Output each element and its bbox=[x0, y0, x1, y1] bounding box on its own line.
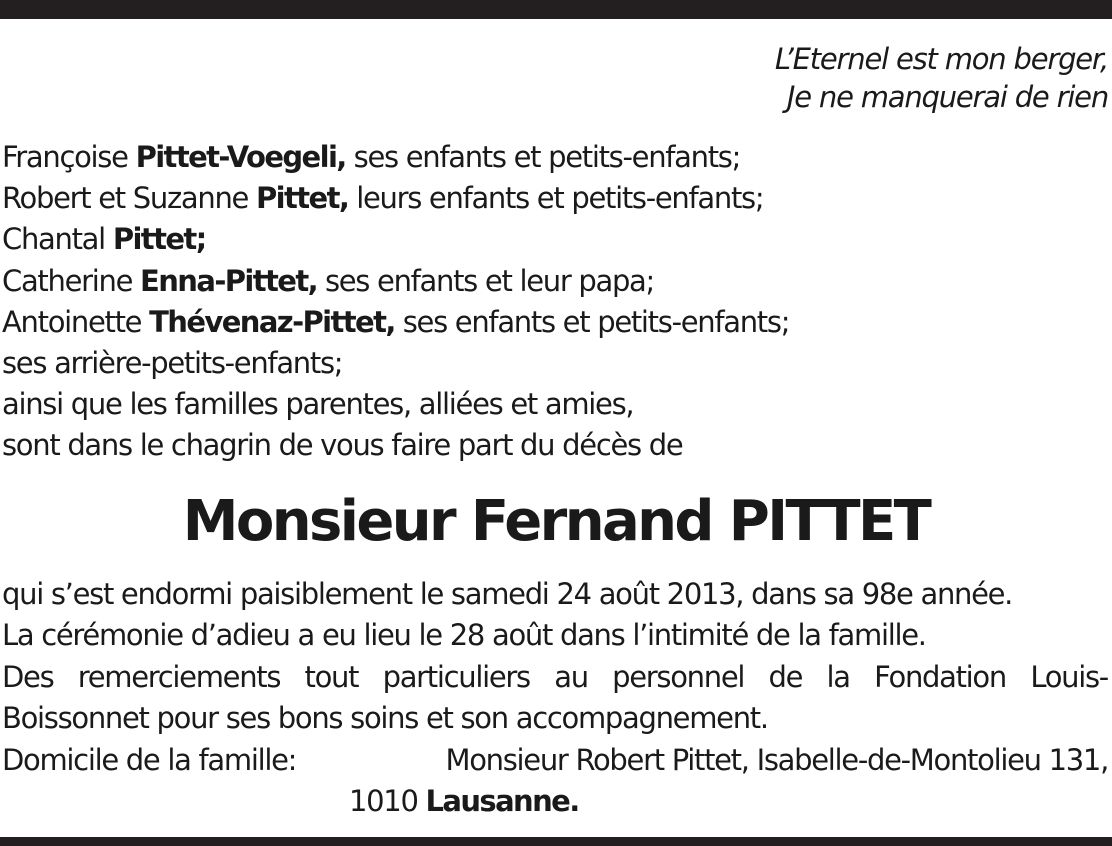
given-names: Françoise bbox=[2, 140, 128, 174]
family-line bbox=[2, 219, 789, 260]
body-line-justified bbox=[2, 657, 1108, 698]
surname: Thévenaz-Pittet, bbox=[149, 304, 395, 339]
verse-line: Je ne manquerai de rien bbox=[786, 80, 1108, 114]
relation: ses enfants et petits-enfants; bbox=[353, 140, 741, 174]
word: la bbox=[826, 659, 850, 694]
given-names: Robert et Suzanne bbox=[2, 181, 249, 216]
announcement-body bbox=[2, 574, 1108, 822]
relation: ses enfants et leur papa; bbox=[324, 263, 654, 298]
family-list bbox=[2, 137, 789, 467]
domicile-label: Domicile de la famille: bbox=[2, 742, 297, 777]
family-line bbox=[2, 178, 789, 219]
word: tout bbox=[304, 659, 359, 694]
word: Des bbox=[2, 659, 54, 694]
word: Louis- bbox=[1030, 659, 1108, 694]
word: remerciements bbox=[77, 659, 281, 694]
deceased-name: Monsieur Fernand PITTET bbox=[182, 489, 930, 554]
family-text-line: ainsi que les familles parentes, alliées et amies, bbox=[2, 387, 634, 422]
verse-quote bbox=[775, 40, 1108, 116]
surname: Pittet, bbox=[256, 181, 349, 216]
relation: leurs enfants et petits-enfants; bbox=[356, 181, 764, 216]
word: Fondation bbox=[874, 659, 1006, 694]
family-text-line: ses arrière-petits-enfants; bbox=[2, 346, 343, 381]
word: personnel bbox=[612, 659, 745, 694]
surname: Enna-Pittet, bbox=[140, 263, 318, 298]
family-line bbox=[2, 302, 789, 343]
relation: ses enfants et petits-enfants; bbox=[402, 304, 790, 339]
family-line bbox=[2, 261, 789, 302]
family-text-line: sont dans le chagrin de vous faire part du décès de bbox=[2, 428, 683, 463]
domicile-address: Monsieur Robert Pittet, Isabelle-de-Montolieu 131, bbox=[445, 742, 1108, 777]
word: de bbox=[768, 659, 803, 694]
family-line bbox=[2, 137, 789, 178]
given-names: Catherine bbox=[2, 263, 133, 298]
city: Lausanne. bbox=[425, 784, 579, 819]
domicile-line bbox=[2, 740, 1108, 781]
body-line: qui s’est endormi paisiblement le samedi 24 août 2013, dans sa 98e année. bbox=[2, 577, 1013, 611]
bottom-rule bbox=[0, 837, 1112, 846]
word: au bbox=[554, 659, 588, 694]
word: particuliers bbox=[382, 659, 530, 694]
body-line: Boissonnet pour ses bons soins et son accompagnement. bbox=[2, 701, 768, 736]
domicile-city-line bbox=[2, 781, 1108, 822]
top-rule bbox=[0, 0, 1112, 19]
given-names: Antoinette bbox=[2, 304, 142, 339]
verse-line: L’Eternel est mon berger, bbox=[774, 42, 1108, 76]
given-names: Chantal bbox=[2, 222, 105, 257]
postcode: 1010 bbox=[349, 784, 418, 819]
body-line: La cérémonie d’adieu a eu lieu le 28 août dans l’intimité de la famille. bbox=[2, 618, 926, 653]
surname: Pittet; bbox=[112, 222, 206, 257]
surname: Pittet-Voegeli, bbox=[135, 140, 346, 174]
